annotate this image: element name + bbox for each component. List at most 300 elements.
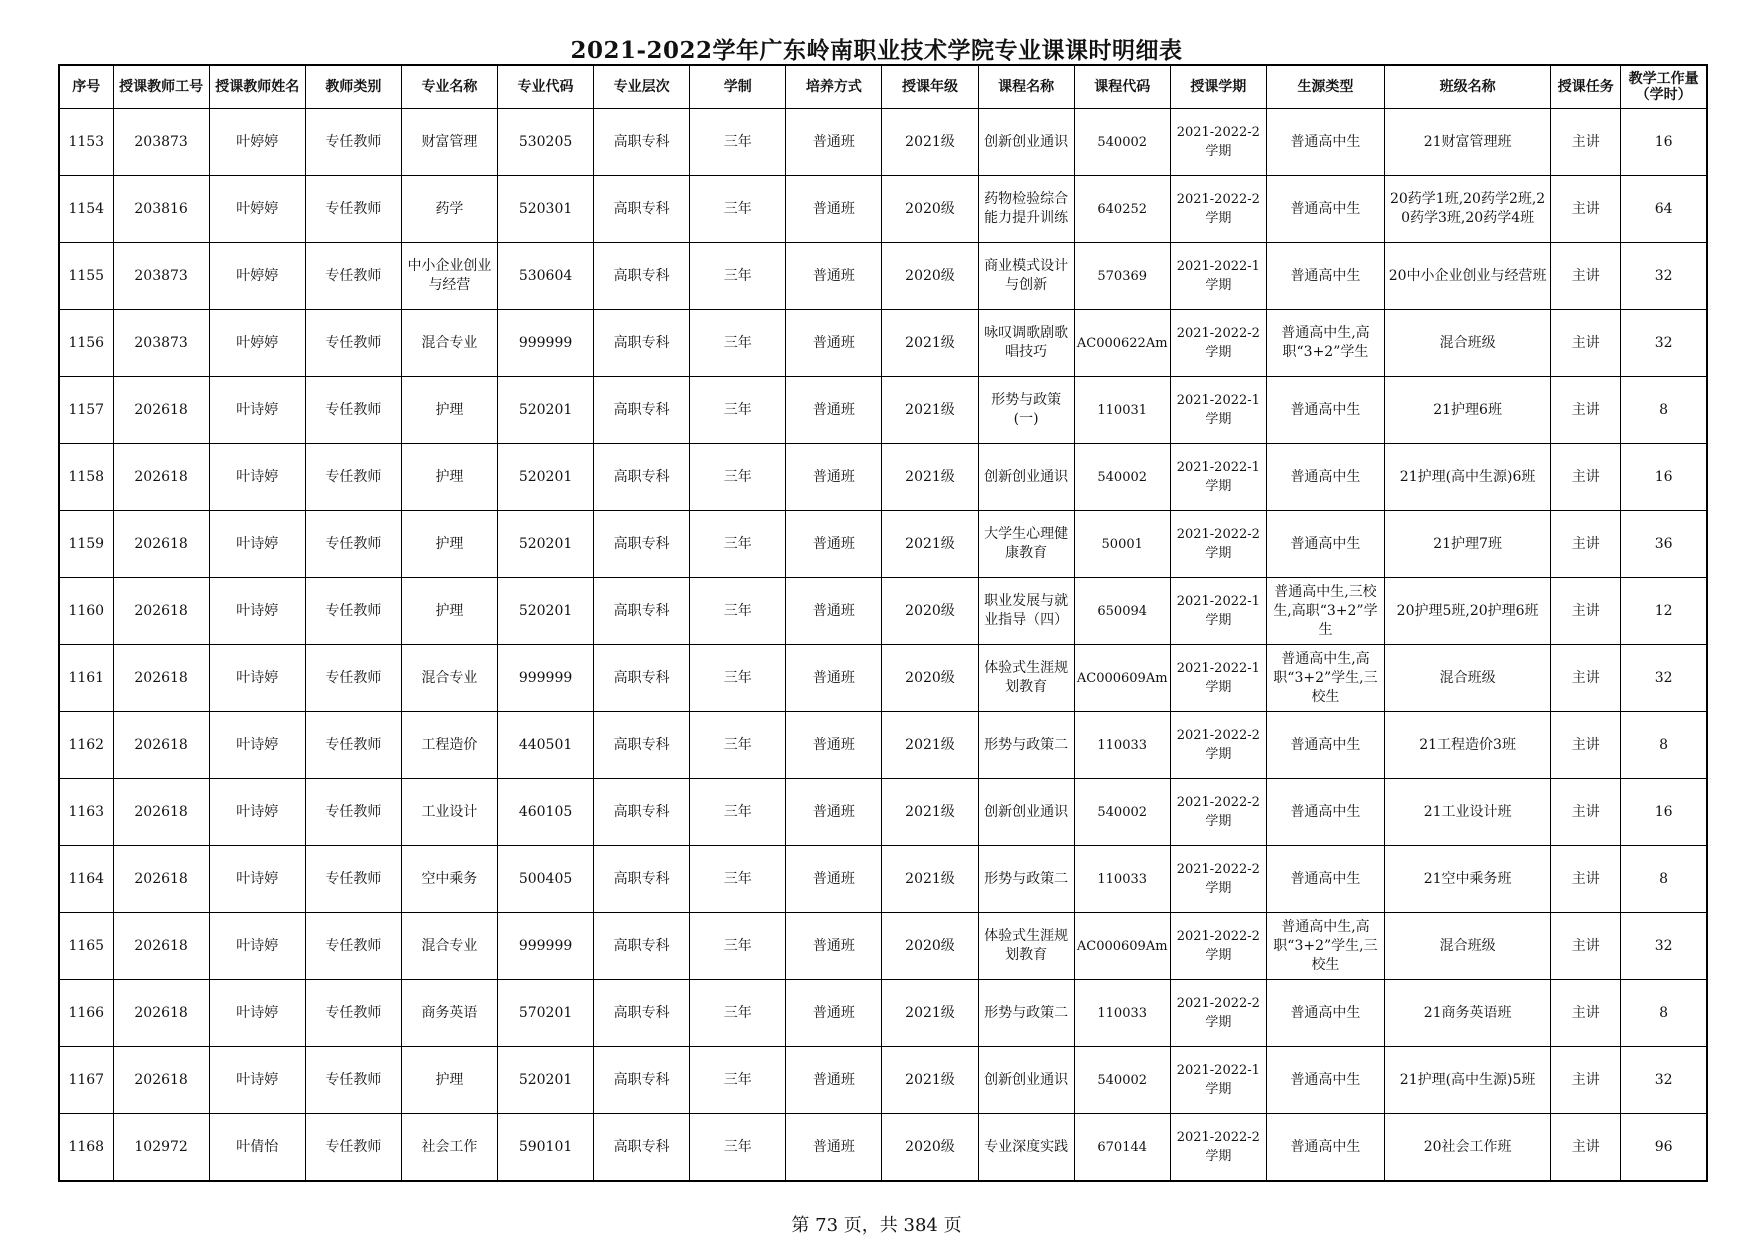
table-cell: 1155	[59, 243, 113, 310]
table-cell: 专任教师	[305, 109, 401, 176]
table-cell: 102972	[113, 1114, 209, 1182]
table-cell: 32	[1621, 645, 1707, 712]
table-cell: 混合班级	[1385, 645, 1551, 712]
column-header: 授课学期	[1170, 65, 1266, 109]
table-cell: 1166	[59, 980, 113, 1047]
table-cell: 高职专科	[594, 846, 690, 913]
table-cell: 1161	[59, 645, 113, 712]
table-cell: 主讲	[1551, 243, 1621, 310]
table-cell: 主讲	[1551, 377, 1621, 444]
table-row	[59, 913, 1707, 980]
table-cell: 专任教师	[305, 511, 401, 578]
table-cell: 三年	[690, 377, 786, 444]
table-cell: AC000609Am	[1074, 913, 1170, 980]
table-cell: 叶婷婷	[209, 109, 305, 176]
table-cell: 2021-2022-2学期	[1170, 779, 1266, 846]
table-cell: 2021级	[882, 779, 978, 846]
column-header: 授课教师姓名	[209, 65, 305, 109]
table-cell: 专任教师	[305, 645, 401, 712]
table-cell: 21工业设计班	[1385, 779, 1551, 846]
table-cell: 20中小企业创业与经营班	[1385, 243, 1551, 310]
table-cell: 主讲	[1551, 913, 1621, 980]
table-cell: 1159	[59, 511, 113, 578]
table-cell: 高职专科	[594, 779, 690, 846]
table-cell: 三年	[690, 779, 786, 846]
table-cell: 普通高中生	[1266, 511, 1384, 578]
table-cell: 普通班	[786, 511, 882, 578]
table-cell: 203873	[113, 109, 209, 176]
table-row	[59, 846, 1707, 913]
table-cell: 高职专科	[594, 980, 690, 1047]
table-cell: 1154	[59, 176, 113, 243]
table-cell: 20社会工作班	[1385, 1114, 1551, 1182]
table-cell: 2021-2022-2学期	[1170, 712, 1266, 779]
table-cell: 形势与政策二	[978, 980, 1074, 1047]
table-cell: 工程造价	[401, 712, 497, 779]
table-cell: 32	[1621, 1047, 1707, 1114]
table-cell: 高职专科	[594, 310, 690, 377]
table-cell: 8	[1621, 846, 1707, 913]
table-cell: 202618	[113, 444, 209, 511]
table-cell: 20药学1班,20药学2班,20药学3班,20药学4班	[1385, 176, 1551, 243]
table-cell: 670144	[1074, 1114, 1170, 1182]
table-cell: 三年	[690, 913, 786, 980]
table-cell: 专任教师	[305, 1114, 401, 1182]
table-cell: 护理	[401, 377, 497, 444]
table-cell: 专任教师	[305, 980, 401, 1047]
table-cell: 普通高中生	[1266, 176, 1384, 243]
table-cell: 570369	[1074, 243, 1170, 310]
table-cell: 2021-2022-2学期	[1170, 310, 1266, 377]
table-cell: 专任教师	[305, 712, 401, 779]
table-cell: 203816	[113, 176, 209, 243]
table-cell: 主讲	[1551, 578, 1621, 645]
table-cell: 护理	[401, 511, 497, 578]
table-cell: 创新创业通识	[978, 1047, 1074, 1114]
table-cell: 普通班	[786, 846, 882, 913]
table-cell: 540002	[1074, 779, 1170, 846]
table-cell: 2021-2022-1学期	[1170, 1047, 1266, 1114]
table-cell: 三年	[690, 310, 786, 377]
table-cell: 520201	[498, 377, 594, 444]
course-hours-table	[58, 64, 1708, 1182]
table-cell: 21护理(高中生源)5班	[1385, 1047, 1551, 1114]
table-cell: 三年	[690, 645, 786, 712]
column-header: 序号	[59, 65, 113, 109]
page-title: 2021-2022学年广东岭南职业技术学院专业课课时明细表	[570, 37, 1183, 64]
table-cell: 50001	[1074, 511, 1170, 578]
table-cell: 21工程造价3班	[1385, 712, 1551, 779]
table-cell: 普通高中生	[1266, 377, 1384, 444]
table-cell: 1160	[59, 578, 113, 645]
table-cell: 202618	[113, 578, 209, 645]
table-cell: 110033	[1074, 980, 1170, 1047]
table-row	[59, 109, 1707, 176]
table-cell: 2021-2022-1学期	[1170, 444, 1266, 511]
table-cell: 8	[1621, 980, 1707, 1047]
column-header: 专业名称	[401, 65, 497, 109]
table-cell: 2020级	[882, 243, 978, 310]
table-cell: 专任教师	[305, 578, 401, 645]
table-cell: 主讲	[1551, 779, 1621, 846]
table-cell: 520201	[498, 1047, 594, 1114]
table-cell: 职业发展与就业指导（四）	[978, 578, 1074, 645]
table-cell: 普通班	[786, 712, 882, 779]
table-cell: 2021-2022-2学期	[1170, 176, 1266, 243]
table-cell: 2020级	[882, 1114, 978, 1182]
table-cell: 叶诗婷	[209, 511, 305, 578]
table-cell: 三年	[690, 511, 786, 578]
table-cell: 2021级	[882, 980, 978, 1047]
table-cell: 混合专业	[401, 913, 497, 980]
table-cell: 2021-2022-1学期	[1170, 377, 1266, 444]
table-cell: 高职专科	[594, 1114, 690, 1182]
column-header: 教师类别	[305, 65, 401, 109]
table-cell: 202618	[113, 377, 209, 444]
table-row	[59, 243, 1707, 310]
table-cell: 2020级	[882, 913, 978, 980]
table-cell: 2021级	[882, 712, 978, 779]
table-cell: 三年	[690, 109, 786, 176]
table-cell: 叶诗婷	[209, 913, 305, 980]
table-cell: 2021-2022-2学期	[1170, 846, 1266, 913]
table-cell: 110033	[1074, 712, 1170, 779]
table-cell: 2020级	[882, 578, 978, 645]
table-cell: 2021级	[882, 310, 978, 377]
table-cell: 主讲	[1551, 1114, 1621, 1182]
table-cell: 主讲	[1551, 176, 1621, 243]
table-cell: 1157	[59, 377, 113, 444]
table-body	[59, 109, 1707, 1182]
table-cell: 202618	[113, 913, 209, 980]
table-cell: 财富管理	[401, 109, 497, 176]
table-cell: 护理	[401, 1047, 497, 1114]
table-cell: 2020级	[882, 176, 978, 243]
table-cell: 21商务英语班	[1385, 980, 1551, 1047]
table-cell: 叶诗婷	[209, 980, 305, 1047]
table-cell: 21护理7班	[1385, 511, 1551, 578]
table-cell: 1156	[59, 310, 113, 377]
table-cell: 普通高中生	[1266, 109, 1384, 176]
column-header: 课程名称	[978, 65, 1074, 109]
table-cell: 护理	[401, 444, 497, 511]
table-cell: 创新创业通识	[978, 444, 1074, 511]
table-cell: 590101	[498, 1114, 594, 1182]
column-header: 授课年级	[882, 65, 978, 109]
table-cell: 空中乘务	[401, 846, 497, 913]
table-cell: 叶婷婷	[209, 176, 305, 243]
table-cell: 护理	[401, 578, 497, 645]
table-cell: 110033	[1074, 846, 1170, 913]
table-cell: 2021-2022-2学期	[1170, 980, 1266, 1047]
table-cell: 2021级	[882, 444, 978, 511]
column-header: 教学工作量（学时）	[1621, 65, 1707, 109]
table-cell: 叶婷婷	[209, 243, 305, 310]
table-cell: 203873	[113, 243, 209, 310]
table-cell: 16	[1621, 109, 1707, 176]
table-cell: 大学生心理健康教育	[978, 511, 1074, 578]
table-cell: 32	[1621, 243, 1707, 310]
table-cell: 460105	[498, 779, 594, 846]
table-cell: 1168	[59, 1114, 113, 1182]
table-cell: 96	[1621, 1114, 1707, 1182]
table-cell: 520201	[498, 511, 594, 578]
table-cell: 普通班	[786, 779, 882, 846]
table-row	[59, 645, 1707, 712]
table-cell: AC000622Am	[1074, 310, 1170, 377]
table-cell: 500405	[498, 846, 594, 913]
table-cell: 202618	[113, 1047, 209, 1114]
table-cell: 2021-2022-2学期	[1170, 109, 1266, 176]
table-cell: 540002	[1074, 444, 1170, 511]
table-cell: 专任教师	[305, 310, 401, 377]
table-cell: 2021级	[882, 377, 978, 444]
table-cell: 普通高中生	[1266, 1114, 1384, 1182]
table-cell: 2021-2022-2学期	[1170, 511, 1266, 578]
table-cell: 专任教师	[305, 779, 401, 846]
table-cell: 普通高中生,高职“3+2”学生,三校生	[1266, 913, 1384, 980]
table-cell: 专任教师	[305, 444, 401, 511]
table-cell: 普通班	[786, 1047, 882, 1114]
table-cell: 三年	[690, 1047, 786, 1114]
column-header: 授课教师工号	[113, 65, 209, 109]
table-cell: 三年	[690, 176, 786, 243]
table-row	[59, 310, 1707, 377]
table-cell: 创新创业通识	[978, 779, 1074, 846]
table-cell: 普通班	[786, 176, 882, 243]
table-cell: 高职专科	[594, 109, 690, 176]
table-cell: 高职专科	[594, 645, 690, 712]
table-cell: 1163	[59, 779, 113, 846]
table-cell: 专任教师	[305, 377, 401, 444]
table-cell: 高职专科	[594, 1047, 690, 1114]
table-cell: 普通班	[786, 243, 882, 310]
table-cell: 202618	[113, 779, 209, 846]
table-cell: 32	[1621, 310, 1707, 377]
table-cell: 中小企业创业与经营	[401, 243, 497, 310]
table-cell: 21护理(高中生源)6班	[1385, 444, 1551, 511]
table-cell: 1158	[59, 444, 113, 511]
table-cell: 形势与政策二	[978, 712, 1074, 779]
table-cell: 202618	[113, 645, 209, 712]
table-row	[59, 377, 1707, 444]
table-cell: 形势与政策(一)	[978, 377, 1074, 444]
table-cell: 36	[1621, 511, 1707, 578]
table-cell: 专业深度实践	[978, 1114, 1074, 1182]
table-cell: 药学	[401, 176, 497, 243]
table-cell: 1165	[59, 913, 113, 980]
table-cell: 2021级	[882, 109, 978, 176]
table-cell: 650094	[1074, 578, 1170, 645]
table-cell: 2021级	[882, 1047, 978, 1114]
table-cell: 三年	[690, 846, 786, 913]
table-cell: 商业模式设计与创新	[978, 243, 1074, 310]
table-cell: 普通班	[786, 377, 882, 444]
table-cell: 普通高中生,高职“3+2”学生	[1266, 310, 1384, 377]
table-cell: 2021-2022-1学期	[1170, 243, 1266, 310]
table-cell: 普通高中生	[1266, 444, 1384, 511]
table-cell: 普通班	[786, 310, 882, 377]
table-cell: 形势与政策二	[978, 846, 1074, 913]
table-cell: 体验式生涯规划教育	[978, 913, 1074, 980]
table-cell: 三年	[690, 578, 786, 645]
table-cell: 叶诗婷	[209, 1047, 305, 1114]
table-cell: 主讲	[1551, 980, 1621, 1047]
table-cell: 202618	[113, 980, 209, 1047]
column-header: 授课任务	[1551, 65, 1621, 109]
table-cell: 530604	[498, 243, 594, 310]
table-cell: 540002	[1074, 1047, 1170, 1114]
column-header: 生源类型	[1266, 65, 1384, 109]
table-cell: 工业设计	[401, 779, 497, 846]
table-cell: 21空中乘务班	[1385, 846, 1551, 913]
table-cell: 叶诗婷	[209, 846, 305, 913]
table-cell: 999999	[498, 310, 594, 377]
table-cell: 普通高中生	[1266, 712, 1384, 779]
table-cell: 主讲	[1551, 109, 1621, 176]
table-cell: 高职专科	[594, 377, 690, 444]
table-cell: 2021-2022-1学期	[1170, 578, 1266, 645]
table-row	[59, 1114, 1707, 1182]
table-cell: 普通高中生,高职“3+2”学生,三校生	[1266, 645, 1384, 712]
table-cell: 8	[1621, 712, 1707, 779]
table-cell: 叶倩怡	[209, 1114, 305, 1182]
table-cell: 8	[1621, 377, 1707, 444]
header-row	[59, 65, 1707, 109]
table-cell: 16	[1621, 444, 1707, 511]
table-cell: 高职专科	[594, 176, 690, 243]
table-cell: 2021级	[882, 846, 978, 913]
table-cell: 高职专科	[594, 511, 690, 578]
table-cell: 520201	[498, 578, 594, 645]
table-cell: 三年	[690, 980, 786, 1047]
table-row	[59, 980, 1707, 1047]
table-cell: 普通班	[786, 980, 882, 1047]
table-row	[59, 176, 1707, 243]
table-cell: 普通高中生	[1266, 779, 1384, 846]
table-row	[59, 444, 1707, 511]
table-cell: 202618	[113, 712, 209, 779]
table-cell: 叶诗婷	[209, 645, 305, 712]
table-cell: 110031	[1074, 377, 1170, 444]
table-cell: 202618	[113, 846, 209, 913]
table-cell: 主讲	[1551, 712, 1621, 779]
table-row	[59, 779, 1707, 846]
table-cell: 叶诗婷	[209, 712, 305, 779]
table-cell: 社会工作	[401, 1114, 497, 1182]
table-cell: 普通高中生	[1266, 980, 1384, 1047]
table-cell: 12	[1621, 578, 1707, 645]
column-header: 专业层次	[594, 65, 690, 109]
table-cell: 三年	[690, 712, 786, 779]
table-cell: 三年	[690, 1114, 786, 1182]
table-cell: 普通班	[786, 1114, 882, 1182]
table-cell: 高职专科	[594, 444, 690, 511]
table-row	[59, 712, 1707, 779]
table-cell: 1167	[59, 1047, 113, 1114]
table-cell: 2021-2022-1学期	[1170, 645, 1266, 712]
table-cell: 普通班	[786, 444, 882, 511]
table-cell: 叶诗婷	[209, 578, 305, 645]
table-cell: 混合专业	[401, 645, 497, 712]
table-cell: 专任教师	[305, 1047, 401, 1114]
table-cell: 203873	[113, 310, 209, 377]
table-cell: 1162	[59, 712, 113, 779]
table-cell: 高职专科	[594, 578, 690, 645]
table-row	[59, 511, 1707, 578]
table-cell: 高职专科	[594, 712, 690, 779]
table-cell: 普通高中生	[1266, 846, 1384, 913]
table-cell: 2021级	[882, 511, 978, 578]
table-cell: 混合班级	[1385, 310, 1551, 377]
table-cell: 高职专科	[594, 243, 690, 310]
table-cell: 三年	[690, 243, 786, 310]
table-cell: 商务英语	[401, 980, 497, 1047]
table-cell: 主讲	[1551, 1047, 1621, 1114]
table-cell: 主讲	[1551, 310, 1621, 377]
table-cell: 创新创业通识	[978, 109, 1074, 176]
table-cell: 640252	[1074, 176, 1170, 243]
column-header: 专业代码	[498, 65, 594, 109]
table-cell: 21护理6班	[1385, 377, 1551, 444]
table-cell: 普通班	[786, 109, 882, 176]
table-cell: 高职专科	[594, 913, 690, 980]
table-cell: 普通高中生	[1266, 1047, 1384, 1114]
table-cell: 普通班	[786, 913, 882, 980]
table-cell: 专任教师	[305, 913, 401, 980]
table-cell: 1153	[59, 109, 113, 176]
table-cell: 21财富管理班	[1385, 109, 1551, 176]
table-cell: 16	[1621, 779, 1707, 846]
column-header: 课程代码	[1074, 65, 1170, 109]
table-cell: 普通班	[786, 578, 882, 645]
table-cell: 520301	[498, 176, 594, 243]
table-cell: 混合班级	[1385, 913, 1551, 980]
table-cell: 主讲	[1551, 846, 1621, 913]
table-cell: 32	[1621, 913, 1707, 980]
table-cell: 专任教师	[305, 176, 401, 243]
table-cell: 叶诗婷	[209, 444, 305, 511]
table-cell: AC000609Am	[1074, 645, 1170, 712]
table-cell: 64	[1621, 176, 1707, 243]
table-cell: 520201	[498, 444, 594, 511]
table-cell: 2021-2022-2学期	[1170, 913, 1266, 980]
column-header: 学制	[690, 65, 786, 109]
table-cell: 普通高中生	[1266, 243, 1384, 310]
table-cell: 普通高中生,三校生,高职“3+2”学生	[1266, 578, 1384, 645]
table-cell: 999999	[498, 645, 594, 712]
table-cell: 440501	[498, 712, 594, 779]
table-cell: 主讲	[1551, 444, 1621, 511]
table-cell: 体验式生涯规划教育	[978, 645, 1074, 712]
table-cell: 三年	[690, 444, 786, 511]
table-cell: 主讲	[1551, 511, 1621, 578]
column-header: 班级名称	[1385, 65, 1551, 109]
table-cell: 药物检验综合能力提升训练	[978, 176, 1074, 243]
table-cell: 叶诗婷	[209, 779, 305, 846]
table-cell: 20护理5班,20护理6班	[1385, 578, 1551, 645]
table-cell: 530205	[498, 109, 594, 176]
table-cell: 专任教师	[305, 846, 401, 913]
table-cell: 主讲	[1551, 645, 1621, 712]
table-cell: 540002	[1074, 109, 1170, 176]
column-header: 培养方式	[786, 65, 882, 109]
table-cell: 2020级	[882, 645, 978, 712]
table-cell: 1164	[59, 846, 113, 913]
table-row	[59, 578, 1707, 645]
table-cell: 普通班	[786, 645, 882, 712]
table-cell: 叶诗婷	[209, 377, 305, 444]
